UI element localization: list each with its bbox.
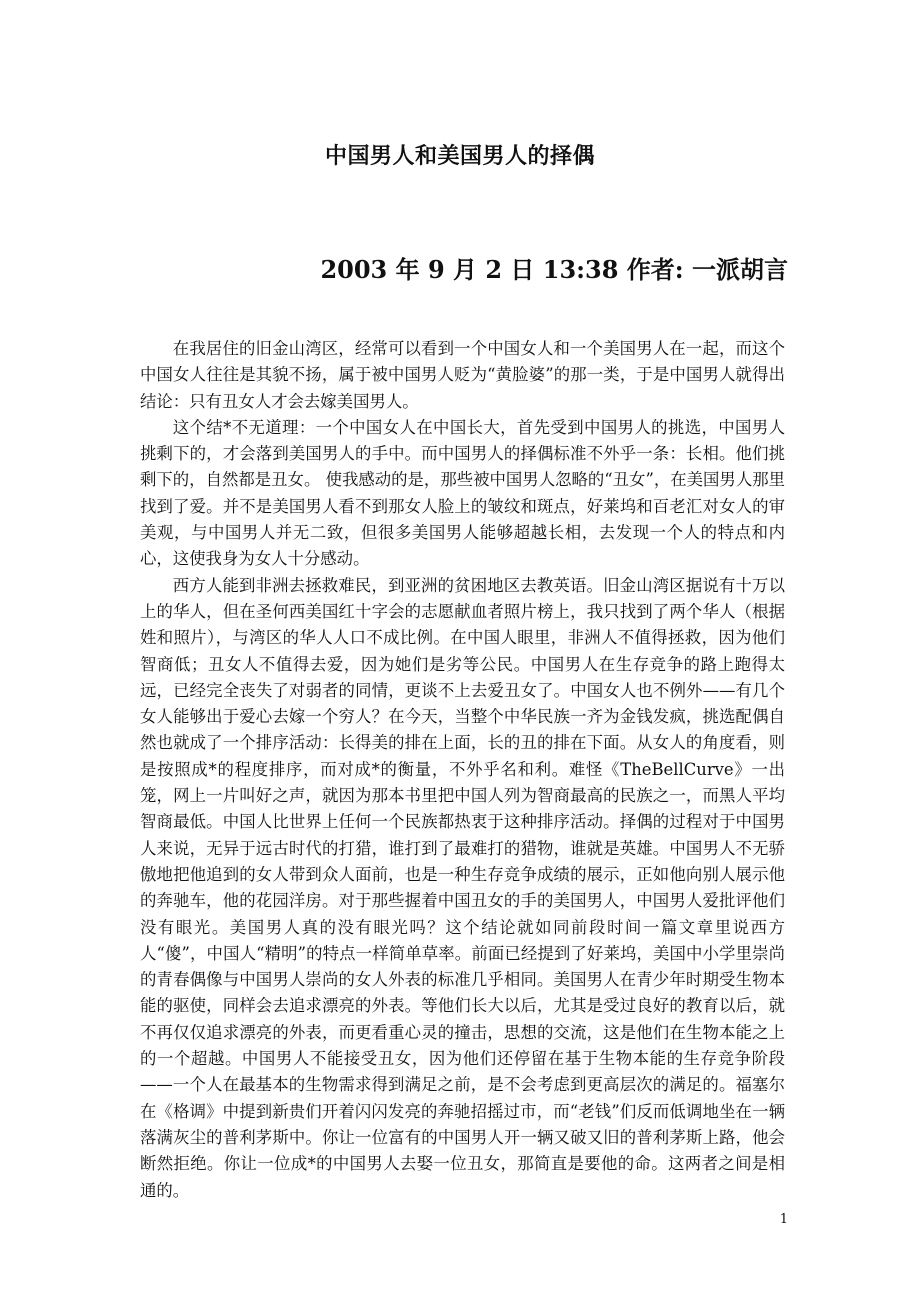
page-number: 1 <box>779 1212 788 1227</box>
paragraph: 在我居住的旧金山湾区，经常可以看到一个中国女人和一个美国男人在一起，而这个中国女人往往是其貌不扬，属于被中国男人贬为“黄脸婆”的那一类，于是中国男人就得出结论：只有丑女人才会去嫁美国男人。 <box>140 339 785 411</box>
article-byline: 2003 年 9 月 2 日 13:38 作者: 一派胡言 <box>320 255 788 284</box>
article-body <box>140 336 785 1204</box>
paragraph: 这个结*不无道理：一个中国女人在中国长大，首先受到中国男人的挑选，中国男人挑剩下的，才会落到美国男人的手中。而中国男人的择偶标准不外乎一条：长相。他们挑剩下的，自然都是丑女。 使我感动的是，那些被中国男人忽略的“丑女”，在美国男人那里找到了爱。并不是美国男人看不到那女人脸上的皱纹和斑点，好莱坞和百老汇对女人的审美观，与中国男人并无二致，但很多美国男人能够超越长相，去发现一个人的特点和内心，这使我身为女人十分感动。 <box>140 417 785 569</box>
paragraph: 西方人能到非洲去拯救难民，到亚洲的贫困地区去教英语。旧金山湾区据说有十万以上的华人，但在圣何西美国红十字会的志愿献血者照片榜上，我只找到了两个华人（根据姓和照片），与湾区的华人人口不成比例。在中国人眼里，非洲人不值得拯救，因为他们智商低；丑女人不值得去爱，因为她们是劣等公民。中国男人在生存竞争的路上跑得太远，已经完全丧失了对弱者的同情，更谈不上去爱丑女了。中国女人也不例外——有几个女人能够出于爱心去嫁一个穷人？在今天，当整个中华民族一齐为金钱发疯，挑选配偶自然也就成了一个排序活动：长得美的排在上面，长的丑的排在下面。从女人的角度看，则是按照成*的程度排序，而对成*的衡量，不外乎名和利。难怪《TheBellCurve》一出笼，网上一片叫好之声，就因为那本书里把中国人列为智商最高的民族之一，而黑人平均智商最低。中国人比世界上任何一个民族都热衷于这种排序活动。择偶的过程对于中国男人来说，无异于远古时代的打猎，谁打到了最难打的猎物，谁就是英雄。中国男人不无骄傲地把他追到的女人带到众人面前，也是一种生存竞争成绩的展示，正如他向别人展示他的奔驰车，他的花园洋房。对于那些握着中国丑女的手的美国男人，中国男人爱批评他们没有眼光。美国男人真的没有眼光吗？这个结论就如同前段时间一篇文章里说西方人“傻”，中国人“精明”的特点一样简单草率。前面已经提到了好莱坞，美国中小学里崇尚的青春偶像与中国男人崇尚的女人外表的标准几乎相同。美国男人在青少年时期受生物本能的驱使，同样会去追求漂亮的外表。等他们长大以后，尤其是受过良好的教育以后，就不再仅仅追求漂亮的外表，而更看重心灵的撞击，思想的交流，这是他们在生物本能之上的一个超越。中国男人不能接受丑女，因为他们还停留在基于生物本能的生存竞争阶段——一个人在最基本的生物需求得到满足之前，是不会考虑到更高层次的满足的。福塞尔在《格调》中提到新贵们开着闪闪发亮的奔驰招摇过市，而“老钱”们反而低调地坐在一辆落满灰尘的普利茅斯中。你让一位富有的中国男人开一辆又破又旧的普利茅斯上路，他会断然拒绝。你让一位成*的中国男人去娶一位丑女，那简直是要他的命。这两者之间是相通的。 <box>140 575 785 1200</box>
article-title: 中国男人和美国男人的择偶 <box>324 144 595 169</box>
